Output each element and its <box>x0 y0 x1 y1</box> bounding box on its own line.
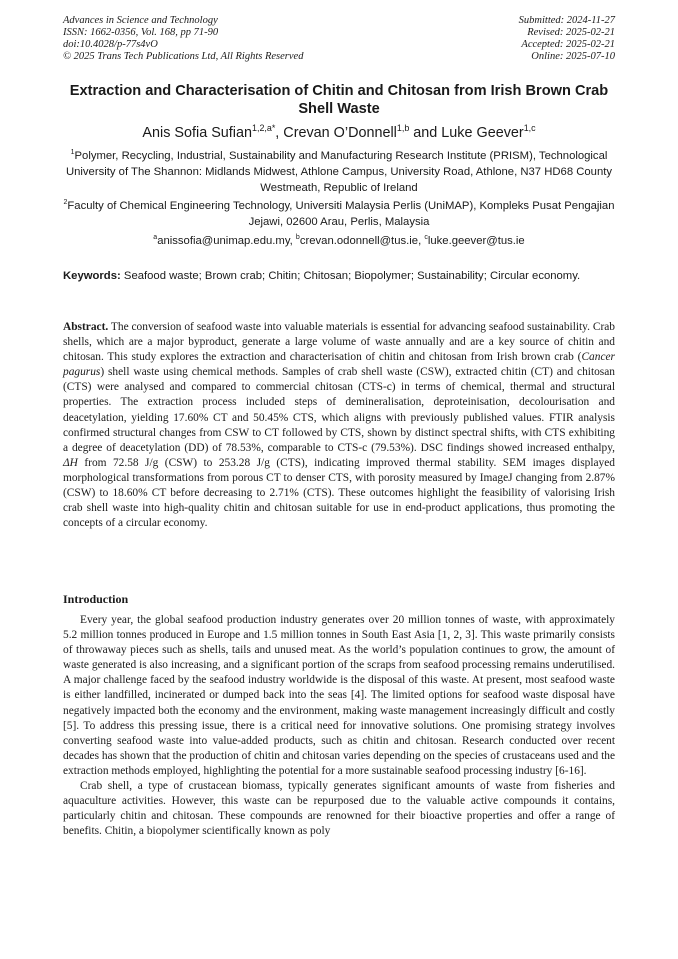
author-separator: and <box>409 125 442 141</box>
submitted-date: Submitted: 2024-11-27 <box>518 15 615 26</box>
introduction-heading: Introduction <box>63 592 129 606</box>
abstract-label: Abstract. <box>63 321 109 333</box>
online-date: Online: 2025-07-10 <box>531 51 615 62</box>
introduction-body <box>63 613 615 839</box>
email-link[interactable]: luke.geever@tus.ie <box>427 235 525 247</box>
journal-name: Advances in Science and Technology <box>63 15 218 26</box>
email-link[interactable]: crevan.odonnell@tus.ie <box>299 235 419 247</box>
author-separator: , <box>275 125 284 141</box>
affiliation-superscript: 2 <box>63 199 68 207</box>
introduction-paragraph: Crab shell, a type of crustacean biomass, typically generates significant amounts of waste from fisheries and aquaculture activities. However, this waste can be repurposed due to the valuable active compounds it contains, particularly chitin and chitosan. These compounds are renowned for their bioactive properties and offer a range of benefits. Chitin, a biopolymer scientifically known as poly <box>63 780 615 838</box>
email-superscript: b <box>295 234 300 242</box>
doi: doi:10.4028/p-77s4vO <box>63 39 158 50</box>
keywords-label: Keywords: <box>63 270 121 282</box>
email-superscript: c <box>424 234 428 242</box>
email-superscript: a <box>153 234 158 242</box>
issn-volume: ISSN: 1662-0356, Vol. 168, pp 71-90 <box>63 27 219 38</box>
author-superscript: 1,b <box>396 123 410 134</box>
abstract-text: The conversion of seafood waste into valuable materials is essential for advancing seafood sustainability. Crab shells, which are a major byproduct, generate a large volume of waste annually and are a key source of chitin and chitosan. This study explores the extraction and characterisation of chitin and chitosan from Irish brown crab ( <box>63 321 615 364</box>
affiliation-text: Polymer, Recycling, Industrial, Sustainability and Manufacturing Research Institute (PRISM), Technological University of The Shannon: Midlands Midwest, Athlone Campus, University Road, Athlone, N37 HD68 County Westmeath, Republic of Ireland <box>65 150 613 194</box>
publication-info <box>63 15 303 63</box>
email-separator: , <box>418 235 425 247</box>
author-name: Crevan O’Donnell <box>283 125 397 141</box>
affiliation-text: Faculty of Chemical Engineering Technology, Universiti Malaysia Perlis (UniMAP), Kompleks Pusat Pengajian Jejawi, 02600 Arau, Perlis, Malaysia <box>67 200 615 228</box>
author-superscript: 1,2,a* <box>252 123 276 134</box>
paper-title: Extraction and Characterisation of Chitin and Chitosan from Irish Brown Crab Shell Waste <box>69 83 609 117</box>
affiliation-1 <box>63 148 615 196</box>
publication-dates <box>519 15 615 63</box>
author-list <box>63 124 615 142</box>
copyright-notice: © 2025 Trans Tech Publications Ltd, All Rights Reserved <box>63 51 304 62</box>
accepted-date: Accepted: 2025-02-21 <box>521 39 615 50</box>
author-name: Luke Geever <box>441 125 524 141</box>
author-superscript: 1,c <box>523 123 536 134</box>
enthalpy-symbol: ΔH <box>63 456 78 469</box>
introduction-paragraph: Every year, the global seafood production industry generates over 20 million tonnes of waste, with approximately 5.2 million tonnes produced in Europe and 1.5 million tonnes in South East Asia [1, 2, 3]. This waste primarily consists of throwaway pieces such as shells, tails and unused meat. As the world’s population continues to grow, the amount of waste generated is also increasing, and a significant portion of the scraps from seafood processing remains underutilised. A major challenge faced by the seafood industry worldwide is the disposal of this waste. At present, most seafood waste is either landfilled, incinerated or dumped back into the seas [4]. The limited options for seafood waste disposal have negatively impacted both the economy and the environment, making waste management increasingly difficult and costly [5]. To address this pressing issue, there is a critical need for innovative solutions. One promising strategy involves converting seafood waste into value-added products, such as chitin and chitosan. Research conducted over recent decades has shown that the production of chitin and chitosan varies depending on the species of crustaceans used and the extraction methods employed, highlighting the potential for a more sustainable seafood processing industry [6-16]. <box>63 614 615 777</box>
revised-date: Revised: 2025-02-21 <box>527 27 615 38</box>
author-emails <box>63 233 615 249</box>
author-name: Anis Sofia Sufian <box>142 125 253 141</box>
species-name: Cancer pagurus <box>63 351 615 379</box>
abstract-text: from 72.58 J/g (CSW) to 253.28 J/g (CTS), indicating improved thermal stability. SEM images displayed morphological transformations from porous CT to denser CTS, with porosity measured by ImageJ changing from 2.87% (CSW) to 18.60% CT before decreasing to 2.71% (CTS). These outcomes highlight the feasibility of valorising Irish crab shell waste into high-quality chitin and chitosan suitable for use in end-product applications, thus promoting the concepts of a circular economy. <box>63 456 615 530</box>
email-separator: , <box>289 235 296 247</box>
email-link[interactable]: anissofia@unimap.edu.my <box>157 235 290 247</box>
keywords-section <box>63 269 615 284</box>
keywords-text: Seafood waste; Brown crab; Chitin; Chitosan; Biopolymer; Sustainability; Circular economy. <box>120 270 581 282</box>
affiliation-2 <box>63 198 615 230</box>
affiliation-superscript: 1 <box>70 149 75 157</box>
abstract-text: ) shell waste using chemical methods. Samples of crab shell waste (CSW), extracted chitin (CT) and chitosan (CTS) were analysed and compared to commercial chitosan (CTS-c) in terms of chemical, thermal and structural properties. The extraction process included steps of demineralisation, deproteinisation, decolourisation and deacetylation, yielding 17.60% CT and 50.45% CTS, which aligns with previously published values. FTIR analysis confirmed structural changes from CSW to CT followed by CTS, shown by distinct spectral shifts, with CTS exhibiting a degree of deacetylation (DD) of 78.53%, comparable to CTS-c (79.53%). DSC findings showed increased enthalpy, <box>63 366 615 454</box>
abstract-section <box>63 320 615 531</box>
